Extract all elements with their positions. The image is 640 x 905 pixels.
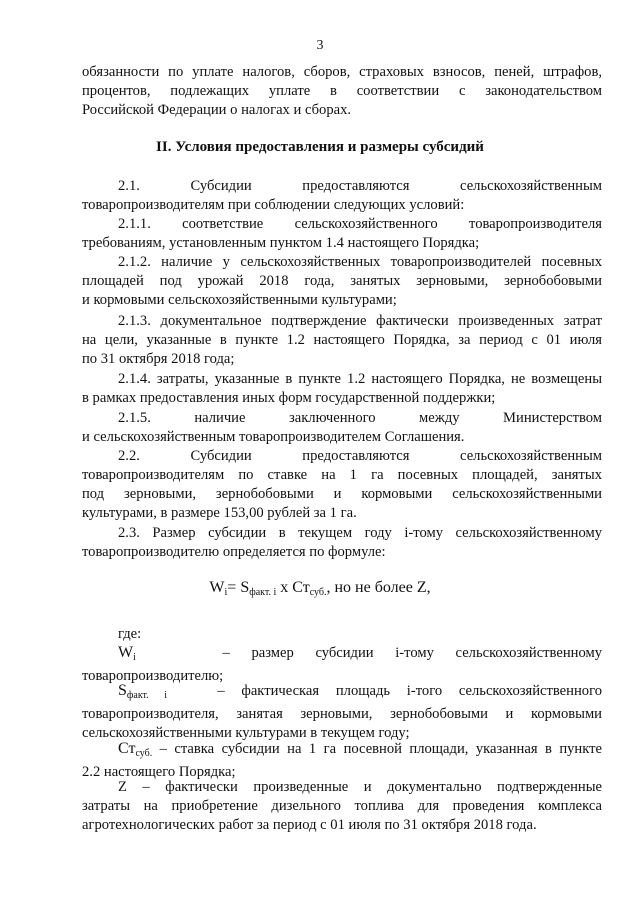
p2-3-line-2: товаропроизводителю определяется по формуле:: [82, 544, 386, 560]
p2-1-4-line-1: 2.1.4. затраты, указанные в пункте 1.2 настоящего Порядка, не возмещены: [118, 371, 602, 387]
intro-line-2: процентов, подлежащих уплате в соответствии с законодательством: [82, 83, 602, 99]
where-label: где:: [118, 626, 142, 642]
intro-line-1: обязанности по уплате налогов, сборов, страховых взносов, пеней, штрафов,: [82, 64, 602, 80]
def-s-symbol-sub: факт. i: [126, 690, 168, 701]
def-s-symbol: S: [118, 682, 127, 699]
def-w-symbol-sub: i: [133, 652, 136, 663]
def-st-line-2: 2.2 настоящего Порядка;: [82, 764, 236, 780]
intro-line-3: Российской Федерации о налогах и сборах.: [82, 102, 352, 118]
def-w-line-2: товаропроизводителю;: [82, 668, 224, 684]
def-s-line-1: [82, 681, 602, 705]
def-w-text: – размер субсидии i-тому сельскохозяйственному: [222, 645, 603, 661]
formula-times: x: [276, 579, 293, 596]
paragraph-2-2: [82, 447, 602, 523]
p2-1-3-line-3: по 31 октября 2018 года;: [82, 351, 235, 367]
p2-3-line-1: 2.3. Размер субсидии в текущем году i-тому сельскохозяйственному: [118, 525, 602, 541]
p2-1-2-line-1: 2.1.2. наличие у сельскохозяйственных товаропроизводителей посевных: [118, 254, 602, 270]
paragraph-2-1-2: [82, 253, 602, 310]
section-title: II. Условия предоставления и размеры субсидий: [156, 139, 484, 155]
paragraph-2-1: [82, 177, 602, 215]
def-z-line-3: агротехнологических работ за период с 01 июля по 31 октября 2018 года.: [82, 817, 537, 833]
definition-w: [82, 643, 602, 686]
formula-tail: , но не более Z,: [326, 579, 431, 596]
paragraph-2-1-1: [82, 215, 602, 253]
intro-paragraph: [82, 63, 602, 120]
def-st-text: – ставка субсидии на 1 га посевной площади, указанная в пункте: [152, 741, 602, 757]
p2-1-3-line-2: на цели, указанные в пункте 1.2 настоящего Порядка, за период с 01 июля: [82, 332, 602, 348]
def-st-line-1: [82, 739, 602, 763]
def-z-line-2: затраты на приобретение дизельного топлива для проведения комплекса: [82, 798, 602, 814]
definition-st: [82, 739, 602, 782]
p2-1-3-line-1: 2.1.3. документальное подтверждение фактически произведенных затрат: [118, 313, 602, 329]
p2-1-2-line-2: площадей под урожай 2018 года, занятых зерновыми, зернобобовыми: [82, 273, 602, 289]
p2-1-2-line-3: и кормовыми сельскохозяйственными культурами;: [82, 292, 397, 308]
formula-w: W: [209, 579, 225, 596]
definition-z: [82, 778, 602, 835]
def-s-line-3: сельскохозяйственными культурами в текущем году;: [82, 725, 410, 741]
p2-2-line-4: культурами, в размере 153,00 рублей за 1 га.: [82, 505, 357, 521]
p2-1-4-line-2: в рамках предоставления иных форм государственной поддержки;: [82, 390, 496, 406]
paragraph-2-1-4: [82, 370, 602, 408]
def-s-text: – фактическая площадь i-того сельскохозяйственного: [217, 683, 602, 699]
p2-2-line-1: 2.2. Субсидии предоставляются сельскохозяйственным: [118, 448, 602, 464]
definition-s: [82, 681, 602, 743]
def-w-symbol: W: [118, 644, 134, 661]
paragraph-2-1-3: [82, 312, 602, 369]
p2-1-1-line-1: 2.1.1. соответствие сельскохозяйственного товаропроизводителя: [118, 216, 602, 232]
def-s-line-2: товаропроизводителя, занятая зерновыми, зернобобовыми и кормовыми: [82, 706, 602, 722]
p2-1-5-line-1: 2.1.5. наличие заключенного между Министерством: [118, 410, 602, 426]
p2-1-line-2: товаропроизводителям при соблюдении следующих условий:: [82, 197, 465, 213]
p2-1-line-1: 2.1. Субсидии предоставляются сельскохозяйственным: [118, 178, 602, 194]
p2-2-line-2: товаропроизводителям по ставке на 1 га посевных площадей, занятых: [82, 467, 602, 483]
def-st-symbol-sub: суб.: [135, 748, 153, 759]
def-z-line-1: Z – фактически произведенные и документально подтвержденные: [118, 779, 602, 795]
formula-s-sub: факт. i: [249, 587, 277, 598]
def-w-line-1: [82, 643, 602, 667]
p2-1-1-line-2: требованиям, установленным пунктом 1.4 настоящего Порядка;: [82, 235, 480, 251]
def-st-symbol: Ст: [118, 740, 136, 757]
p2-2-line-3: под зерновыми, зернобобовыми и кормовыми сельскохозяйственными: [82, 486, 602, 502]
page-number: 3: [316, 38, 324, 53]
formula-w-sub: i: [224, 587, 228, 598]
formula-c-sub: суб.: [309, 587, 327, 598]
p2-1-5-line-2: и сельскохозяйственным товаропроизводителем Соглашения.: [82, 429, 465, 445]
paragraph-2-3: [82, 524, 602, 562]
formula-s: S: [240, 579, 250, 596]
subsidy-formula: [0, 579, 640, 598]
formula-eq: =: [227, 579, 241, 596]
paragraph-2-1-5: [82, 409, 602, 447]
formula-c: Ст: [292, 579, 310, 596]
